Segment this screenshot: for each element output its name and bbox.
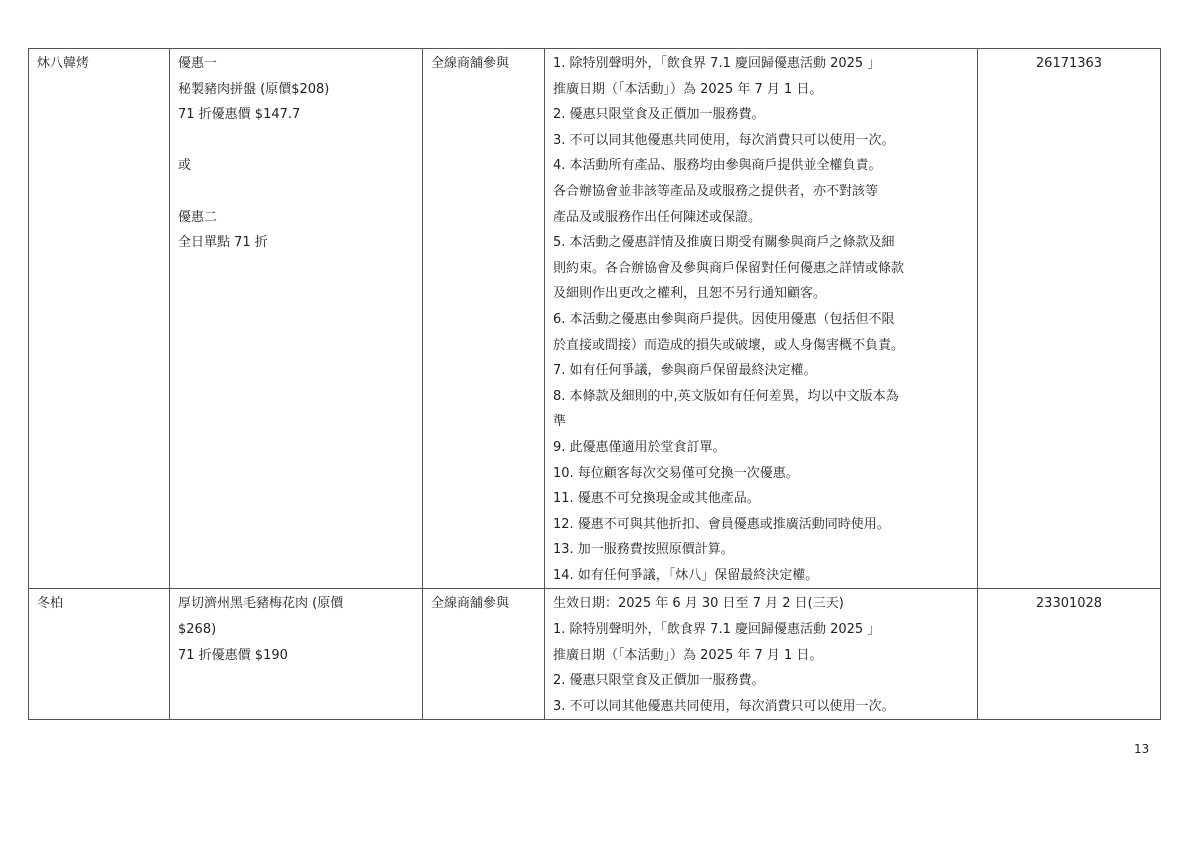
terms-line: 5. 本活動之優惠詳情及推廣日期受有關參與商戶之條款及細 xyxy=(553,235,895,251)
phone-cell: 23301028 xyxy=(978,589,1161,720)
terms-line: 12. 優惠不可與其他折扣、會員優惠或推廣活動同時使用。 xyxy=(553,516,890,532)
table-row xyxy=(29,589,1161,720)
terms-line: 3. 不可以同其他優惠共同使用，每次消費只可以使用一次。 xyxy=(553,698,895,714)
terms-line: 推廣日期（「本活動」）為 2025 年 7 月 1 日。 xyxy=(553,81,823,97)
offer-line: $268) xyxy=(178,622,217,638)
offer-line: 秘製豬肉拼盤 (原價$208) xyxy=(178,81,330,97)
offer-details-cell xyxy=(170,49,423,589)
offer-line: 優惠一 xyxy=(178,56,218,71)
terms-line: 8. 本條款及細則的中,英文版如有任何差異，均以中文版本為 xyxy=(553,388,899,404)
terms-line: 2. 優惠只限堂食及正價加一服務費。 xyxy=(553,673,765,689)
terms-line: 1. 除特別聲明外，「飲食界 7.1 慶回歸優惠活動 2025 」 xyxy=(553,56,881,71)
offer-line: 71 折優惠價 $190 xyxy=(178,647,288,663)
terms-line: 7. 如有任何爭議，參與商戶保留最終決定權。 xyxy=(553,363,817,379)
terms-line: 13. 加一服務費按照原價計算。 xyxy=(553,542,734,558)
terms-line: 4. 本活動所有產品、服務均由參與商戶提供並全權負責。 xyxy=(553,158,882,174)
offer-line xyxy=(178,179,414,205)
offer-line: 71 折優惠價 $147.7 xyxy=(178,107,301,123)
offer-line: 或 xyxy=(178,158,192,174)
page-number: 13 xyxy=(1134,742,1150,756)
terms-line: 3. 不可以同其他優惠共同使用，每次消費只可以使用一次。 xyxy=(553,132,895,148)
terms-cell xyxy=(545,589,978,720)
terms-line: 9. 此優惠僅適用於堂食訂單。 xyxy=(553,439,726,455)
offer-line: 優惠二 xyxy=(178,209,218,225)
terms-line: 推廣日期（「本活動」）為 2025 年 7 月 1 日。 xyxy=(553,647,823,663)
terms-line: 2. 優惠只限堂食及正價加一服務費。 xyxy=(553,107,765,123)
terms-line: 10. 每位顧客每次交易僅可兌換一次優惠。 xyxy=(553,465,799,481)
participation-cell: 全線商舖參與 xyxy=(423,49,545,589)
offer-line: 全日單點 71 折 xyxy=(178,235,268,251)
terms-line: 則約束。各合辦協會及參與商戶保留對任何優惠之詳情或條款 xyxy=(553,260,905,276)
participation-cell: 全線商舖參與 xyxy=(423,589,545,720)
terms-line: 準 xyxy=(553,414,567,430)
merchant-name-cell: 冬柏 xyxy=(29,589,170,720)
offer-line: 厚切濟州黑毛豬梅花肉 (原價 xyxy=(178,596,344,612)
offers-table-body xyxy=(29,49,1161,720)
table-row xyxy=(29,49,1161,589)
terms-line: 產品及或服務作出任何陳述或保證。 xyxy=(553,209,762,225)
terms-line: 生效日期：2025 年 6 月 30 日至 7 月 2 日(三天) xyxy=(553,596,844,612)
terms-line: 1. 除特別聲明外，「飲食界 7.1 慶回歸優惠活動 2025 」 xyxy=(553,622,881,638)
terms-line: 6. 本活動之優惠由參與商戶提供。因使用優惠（包括但不限 xyxy=(553,311,895,327)
merchant-name-cell: 炑八韓烤 xyxy=(29,49,170,589)
terms-line: 於直接或間接）而造成的損失或破壞，或人身傷害概不負責。 xyxy=(553,337,905,353)
offers-table xyxy=(28,48,1161,720)
terms-line: 及細則作出更改之權利，且恕不另行通知顧客。 xyxy=(553,286,827,302)
terms-line: 各合辦協會並非該等產品及或服務之提供者，亦不對該等 xyxy=(553,183,879,199)
phone-cell: 26171363 xyxy=(978,49,1161,589)
terms-line: 14. 如有任何爭議，「炑八」保留最終決定權。 xyxy=(553,567,819,583)
offer-details-cell xyxy=(170,589,423,720)
terms-cell xyxy=(545,49,978,589)
terms-line: 11. 優惠不可兌換現金或其他產品。 xyxy=(553,491,760,507)
offer-line xyxy=(178,128,414,154)
